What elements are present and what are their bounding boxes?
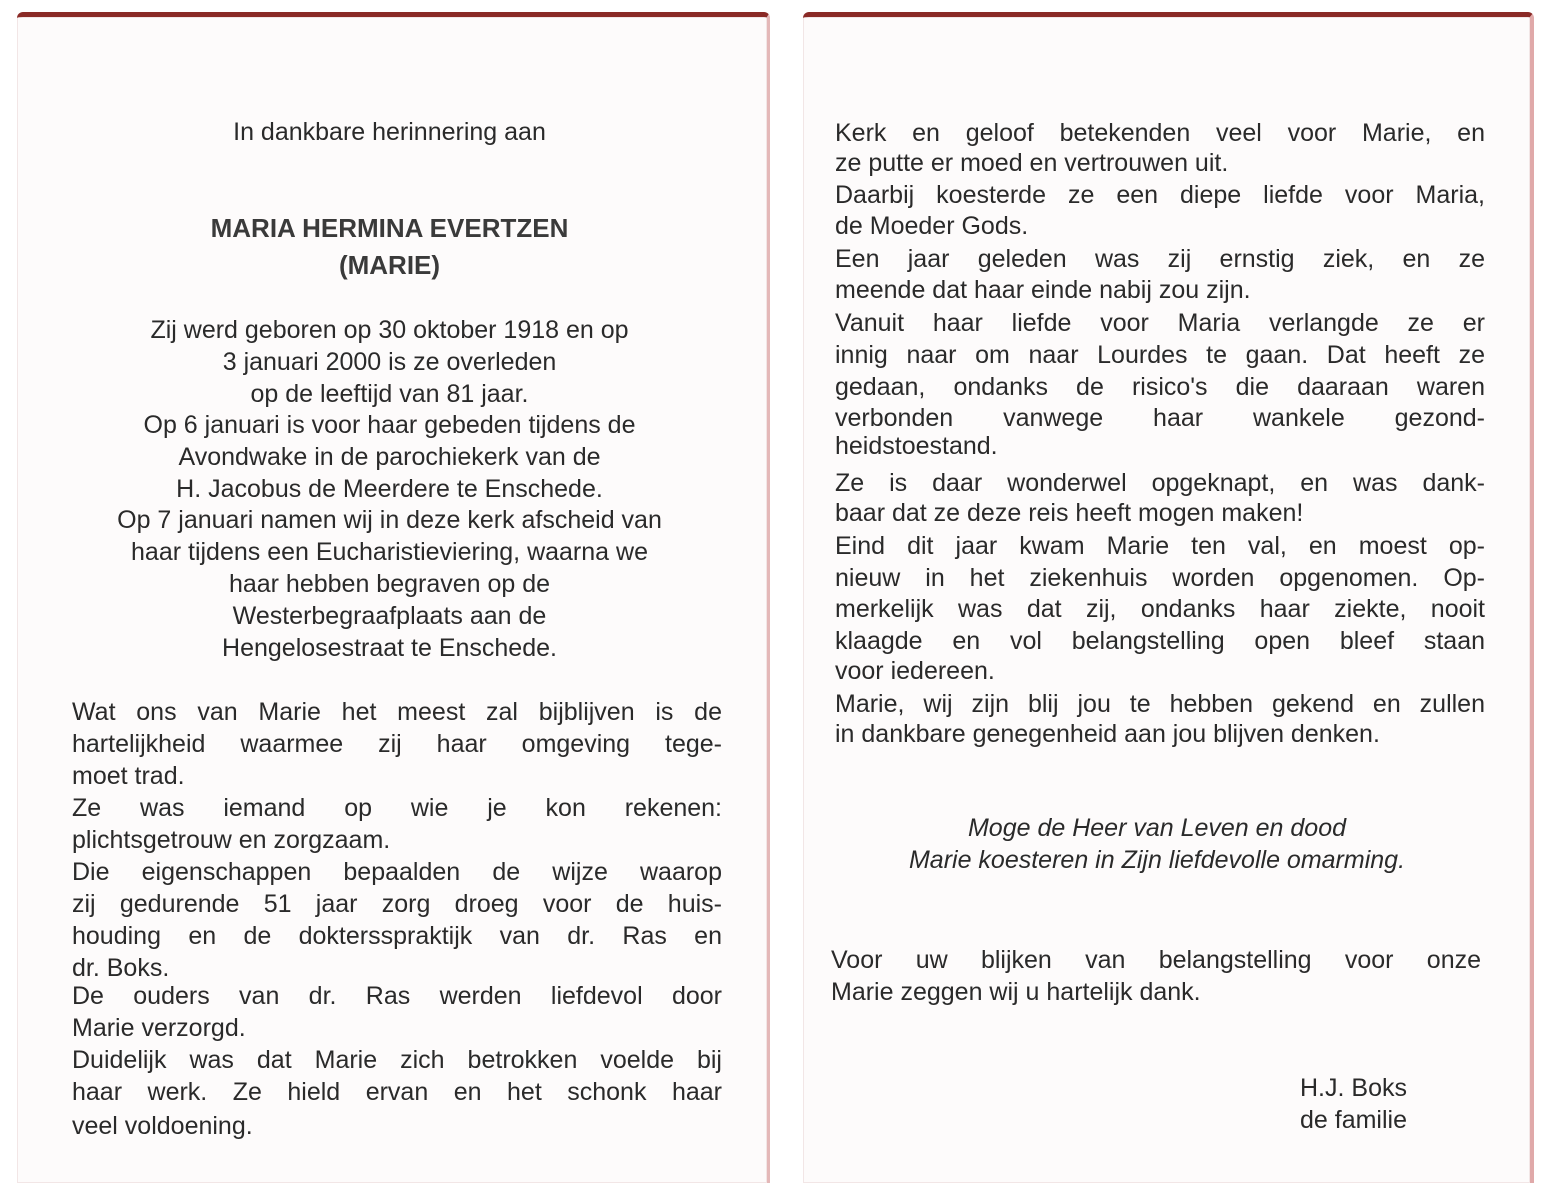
body-line: in dankbare genegenheid aan jou blijven denken. <box>835 720 1380 748</box>
body-line: Die eigenschappen bepaalden de wijze waarop <box>72 858 722 886</box>
signature-line: de familie <box>1300 1106 1407 1134</box>
body-line: hartelijkheid waarmee zij haar omgeving tege- <box>72 730 722 758</box>
body-line: plichtsgetrouw en zorgzaam. <box>72 826 391 854</box>
deceased-name: MARIA HERMINA EVERTZEN <box>210 213 569 243</box>
facts-line: Westerbegraafplaats aan de <box>232 602 547 630</box>
intro-line: In dankbare herinnering aan <box>233 118 546 146</box>
body-line: merkelijk was dat zij, ondanks haar ziekte, nooit <box>835 595 1485 623</box>
facts-line: Hengelosestraat te Enschede. <box>222 634 557 662</box>
body-line: Kerk en geloof betekenden veel voor Marie, en <box>835 119 1485 147</box>
thanks-line: Voor uw blijken van belangstelling voor onze <box>831 946 1481 974</box>
body-line: meende dat haar einde nabij zou zijn. <box>835 276 1251 304</box>
memorial-card-right-page <box>803 12 1534 1183</box>
body-line: Duidelijk was dat Marie zich betrokken voelde bij <box>72 1046 722 1074</box>
facts-line: haar hebben begraven op de <box>228 570 551 598</box>
body-line: ze putte er moed en vertrouwen uit. <box>835 149 1229 177</box>
facts-line: 3 januari 2000 is ze overleden <box>222 348 557 376</box>
body-line: Daarbij koesterde ze een diepe liefde voor Maria, <box>835 181 1485 209</box>
facts-line: H. Jacobus de Meerdere te Enschede. <box>176 475 603 503</box>
body-line: Ze is daar wonderwel opgeknapt, en was dank- <box>835 469 1485 497</box>
thanks-line: Marie zeggen wij u hartelijk dank. <box>831 978 1201 1006</box>
body-line: de Moeder Gods. <box>835 212 1029 240</box>
facts-line: haar tijdens een Eucharistieviering, waarna we <box>131 538 648 566</box>
body-line: houding en de doktersspraktijk van dr. Ras en <box>72 922 722 950</box>
body-line: haar werk. Ze hield ervan en het schonk haar <box>72 1078 722 1106</box>
facts-line: Zij werd geboren op 30 oktober 1918 en op <box>150 316 629 344</box>
body-line: nieuw in het ziekenhuis worden opgenomen. Op- <box>835 564 1485 592</box>
deceased-nickname: (MARIE) <box>338 250 441 280</box>
body-line: De ouders van dr. Ras werden liefdevol door <box>72 982 722 1010</box>
body-line: Een jaar geleden was zij ernstig ziek, en ze <box>835 245 1485 273</box>
body-line: Ze was iemand op wie je kon rekenen: <box>72 794 722 822</box>
memorial-card-left-page <box>17 12 770 1183</box>
facts-line: op de leeftijd van 81 jaar. <box>250 380 529 408</box>
body-line: Vanuit haar liefde voor Maria verlangde ze er <box>835 309 1485 337</box>
body-line: heidstoestand. <box>835 432 998 460</box>
body-line: baar dat ze deze reis heeft mogen maken! <box>835 499 1304 527</box>
body-line: Eind dit jaar kwam Marie ten val, en moest op- <box>835 532 1485 560</box>
prayer-line: Moge de Heer van Leven en dood <box>967 814 1347 842</box>
facts-line: Op 7 januari namen wij in deze kerk afscheid van <box>117 506 662 534</box>
body-line: Wat ons van Marie het meest zal bijblijven is de <box>72 698 722 726</box>
body-line: gedaan, ondanks de risico's die daaraan waren <box>835 373 1485 401</box>
body-line: voor iedereen. <box>835 657 995 685</box>
facts-line: Avondwake in de parochiekerk van de <box>178 443 601 471</box>
body-line: moet trad. <box>72 762 185 790</box>
body-line: klaagde en vol belangstelling open bleef staan <box>835 627 1485 655</box>
prayer-line: Marie koesteren in Zijn liefdevolle omarming. <box>908 846 1406 874</box>
body-line: Marie, wij zijn blij jou te hebben gekend en zullen <box>835 690 1485 718</box>
body-line: Marie verzorgd. <box>72 1014 246 1042</box>
body-line: dr. Boks. <box>72 954 170 982</box>
facts-line: Op 6 januari is voor haar gebeden tijdens de <box>143 411 636 439</box>
body-line: veel voldoening. <box>72 1112 253 1140</box>
signature-line: H.J. Boks <box>1300 1074 1407 1102</box>
body-line: verbonden vanwege haar wankele gezond- <box>835 404 1485 432</box>
body-line: zij gedurende 51 jaar zorg droeg voor de huis- <box>72 890 722 918</box>
body-line: innig naar om naar Lourdes te gaan. Dat heeft ze <box>835 341 1485 369</box>
